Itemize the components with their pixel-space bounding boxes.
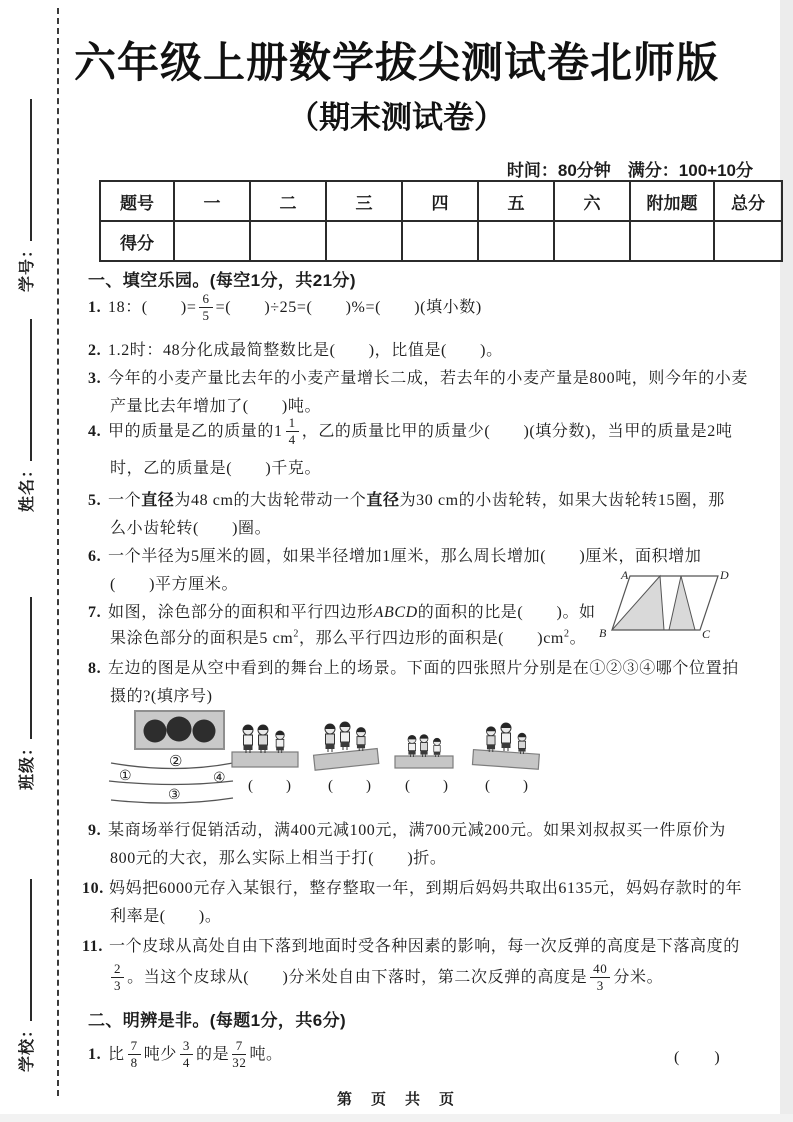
score-cell-empty [478, 221, 554, 261]
question-11-line-1 [82, 936, 740, 958]
photo-4-answer-blank: ( ) [485, 778, 529, 794]
dashed-cut-line [57, 8, 59, 1096]
question-text: 某商场举行促销活动，满400元减100元，满700元减200元。如果刘叔叔买一件原价为 [108, 822, 726, 839]
emphasis-text: 直径 [141, 492, 175, 509]
score-cell-empty [174, 221, 250, 261]
page-subtitle: （期末测试卷） [288, 100, 505, 135]
question-7-line-1 [88, 602, 596, 624]
question-number: 8. [88, 660, 102, 677]
fraction-denominator: 3 [114, 977, 122, 993]
question-number: 3. [88, 370, 102, 387]
question-8-line-1 [88, 658, 739, 680]
question-text: 一个皮球从高处自由下落到地面时受各种因素的影响，每一次反弹的高度是下落高度的 [109, 938, 740, 955]
question-text: 妈妈把6000元存入某银行，整存整取一年，到期后妈妈共取出6135元，妈妈存款时的年 [109, 880, 743, 897]
score-header-cell: 五 [478, 181, 554, 221]
question-text: 比 [108, 1046, 125, 1063]
fraction [590, 962, 610, 992]
fraction-denominator: 8 [130, 1054, 138, 1070]
question-text: 果涂色部分的面积是5 cm [110, 630, 294, 647]
question-text: ，乙的质量比甲的质量少( )(填分数)，当甲的质量是2吨 [301, 423, 733, 440]
class-label: 班级： [19, 738, 36, 790]
question-11-line-2 [108, 956, 663, 1000]
question-text: 吨少 [143, 1046, 177, 1063]
stage-photo-2 [310, 710, 390, 772]
question-text: 1.2时：48分化成最简整数比是( )，比值是( )。 [108, 342, 503, 359]
question-text: 如图，涂色部分的面积和平行四边形 [108, 604, 374, 621]
vertex-label-b: B [599, 626, 607, 640]
score-row-label: 得分 [100, 221, 174, 261]
question-text: 甲的质量是乙的质量的1 [108, 423, 283, 440]
fraction-denominator: 5 [202, 307, 210, 323]
fraction-denominator: 32 [232, 1054, 247, 1070]
section2-question-1 [88, 1032, 283, 1078]
question-text: 。当这个皮球从( )分米处自由下落时，第二次反弹的高度是 [127, 969, 588, 986]
score-cell-empty [250, 221, 326, 261]
vertex-label-a: A [621, 568, 629, 582]
name-label: 姓名： [19, 460, 36, 512]
time-score-info: 时间：80分钟 满分：100+10分 [506, 161, 753, 180]
question-text: 一个半径为5厘米的圆，如果半径增加1厘米，那么周长增加( )厘米，面积增加 [108, 548, 702, 565]
squared-exponent: 2 [563, 628, 570, 640]
score-header-cell: 六 [554, 181, 630, 221]
question-text: 吨。 [249, 1046, 283, 1063]
score-cell-empty [326, 221, 402, 261]
question-3-line-2: 产量比去年增加了( )吨。 [110, 398, 322, 415]
scan-edge-right [780, 0, 793, 1122]
fraction [199, 292, 212, 322]
question-number: 6. [88, 548, 102, 565]
scan-edge-bottom [0, 1114, 793, 1122]
question-7-line-2 [110, 628, 586, 650]
position-label-2: ② [169, 754, 183, 770]
parallelogram-name: ABCD [373, 604, 418, 621]
score-cell-empty [554, 221, 630, 261]
question-1-line-1 [88, 288, 482, 328]
section1-title: 一、填空乐园。(每空1分，共21分) [88, 271, 356, 290]
question-text: 为48 cm的大齿轮带动一个 [174, 492, 367, 509]
question-text: 18：( )= [108, 299, 197, 316]
score-table-score-row [100, 221, 782, 261]
class-blank-line [15, 597, 32, 739]
score-table-header-row [100, 181, 782, 221]
page-footer: 第 页 共 页 [336, 1091, 456, 1108]
stage-photo-3 [387, 716, 467, 774]
fraction-numerator: 1 [286, 416, 299, 432]
question-text: ，那么平行四边形的面积是( )cm [298, 630, 564, 647]
question-4-line-2: 时，乙的质量是( )千克。 [110, 460, 322, 477]
fraction-denominator: 4 [288, 431, 296, 447]
question-8-line-2: 摄的?(填序号) [110, 688, 213, 705]
question-number: 2. [88, 342, 102, 359]
question-number: 10. [82, 880, 104, 897]
student-id-label: 学号： [19, 240, 36, 292]
question-3-line-1 [88, 368, 748, 390]
parallelogram-figure [596, 566, 731, 644]
score-cell-empty [714, 221, 782, 261]
score-header-cell: 四 [402, 181, 478, 221]
fraction [286, 416, 299, 446]
school-label: 学校： [19, 1020, 36, 1072]
name-field [14, 319, 37, 512]
score-header-cell: 一 [174, 181, 250, 221]
fraction-numerator: 7 [232, 1039, 246, 1055]
question-number: 1. [88, 299, 102, 316]
squared-exponent: 2 [293, 628, 299, 640]
fraction [111, 962, 124, 992]
score-header-cell: 附加题 [630, 181, 714, 221]
fraction-numerator: 7 [128, 1039, 141, 1055]
fraction-numerator: 40 [590, 962, 610, 978]
question-5-line-2: 么小齿轮转( )圈。 [110, 520, 272, 537]
question-text: 的面积的比是( )。如 [417, 604, 596, 621]
question-text: 一个 [108, 492, 142, 509]
question-10-line-2: 利率是( )。 [110, 908, 222, 925]
vertex-label-c: C [702, 627, 711, 641]
fraction-denominator: 4 [182, 1054, 191, 1070]
position-label-3: ③ [168, 788, 181, 803]
question-text: 的是 [196, 1046, 230, 1063]
question-10-line-1 [82, 878, 742, 900]
question-text: 左边的图是从空中看到的舞台上的场景。下面的四张照片分别是在①②③④哪个位置拍 [108, 660, 739, 677]
question-5-line-1 [88, 490, 725, 512]
fraction [128, 1039, 141, 1069]
question-number: 5. [88, 492, 102, 509]
score-header-cell: 二 [250, 181, 326, 221]
class-field [14, 597, 37, 790]
question-number: 4. [88, 423, 102, 440]
question-4-line-1 [88, 412, 732, 452]
score-cell-empty [402, 221, 478, 261]
position-label-4: ④ [213, 771, 226, 786]
question-9-line-1 [88, 820, 726, 842]
fraction-denominator: 3 [596, 977, 604, 993]
score-header-cell: 题号 [100, 181, 174, 221]
question-9-line-2: 800元的大衣，那么实际上相当于打( )折。 [110, 850, 447, 867]
section2-title: 二、明辨是非。(每题1分，共6分) [88, 1011, 347, 1030]
question-text: =( )÷25=( )%=( )(填小数) [215, 299, 482, 316]
question-2-line-1 [88, 340, 503, 362]
name-blank-line [15, 319, 32, 461]
emphasis-text: 直径 [366, 492, 400, 509]
question-6-line-2: ( )平方厘米。 [110, 576, 239, 593]
position-label-1: ① [119, 769, 132, 784]
school-field [14, 879, 37, 1072]
score-cell-empty [630, 221, 714, 261]
fraction [232, 1039, 246, 1069]
fraction [180, 1039, 193, 1069]
photo-3-answer-blank: ( ) [405, 778, 449, 794]
fraction-numerator: 2 [111, 962, 124, 978]
question-text: 今年的小麦产量比去年的小麦产量增长二成，若去年的小麦产量是800吨，则今年的小麦 [108, 370, 749, 387]
stage-photo-4 [467, 708, 551, 772]
page-title: 六年级上册数学拔尖测试卷北师版 [73, 39, 719, 86]
true-false-answer-blank: ( ) [674, 1049, 721, 1066]
stage-photo-1 [230, 710, 310, 772]
question-number: 11. [82, 938, 103, 955]
fraction-numerator: 6 [199, 292, 212, 308]
score-table [99, 180, 783, 262]
question-number: 7. [88, 604, 102, 621]
score-header-cell: 三 [326, 181, 402, 221]
question-number: 1. [88, 1046, 102, 1063]
question-number: 9. [88, 822, 102, 839]
fraction-numerator: 3 [180, 1039, 193, 1055]
photo-2-answer-blank: ( ) [328, 778, 372, 794]
question-text: 。 [569, 630, 587, 647]
vertex-label-d: D [720, 568, 729, 582]
school-blank-line [15, 879, 32, 1021]
question-6-line-1 [88, 546, 701, 568]
question-text: 分米。 [613, 969, 664, 986]
question-text: 为30 cm的小齿轮转，如果大齿轮转15圈，那 [399, 492, 725, 509]
score-header-cell: 总分 [714, 181, 782, 221]
photo-1-answer-blank: ( ) [248, 778, 292, 794]
